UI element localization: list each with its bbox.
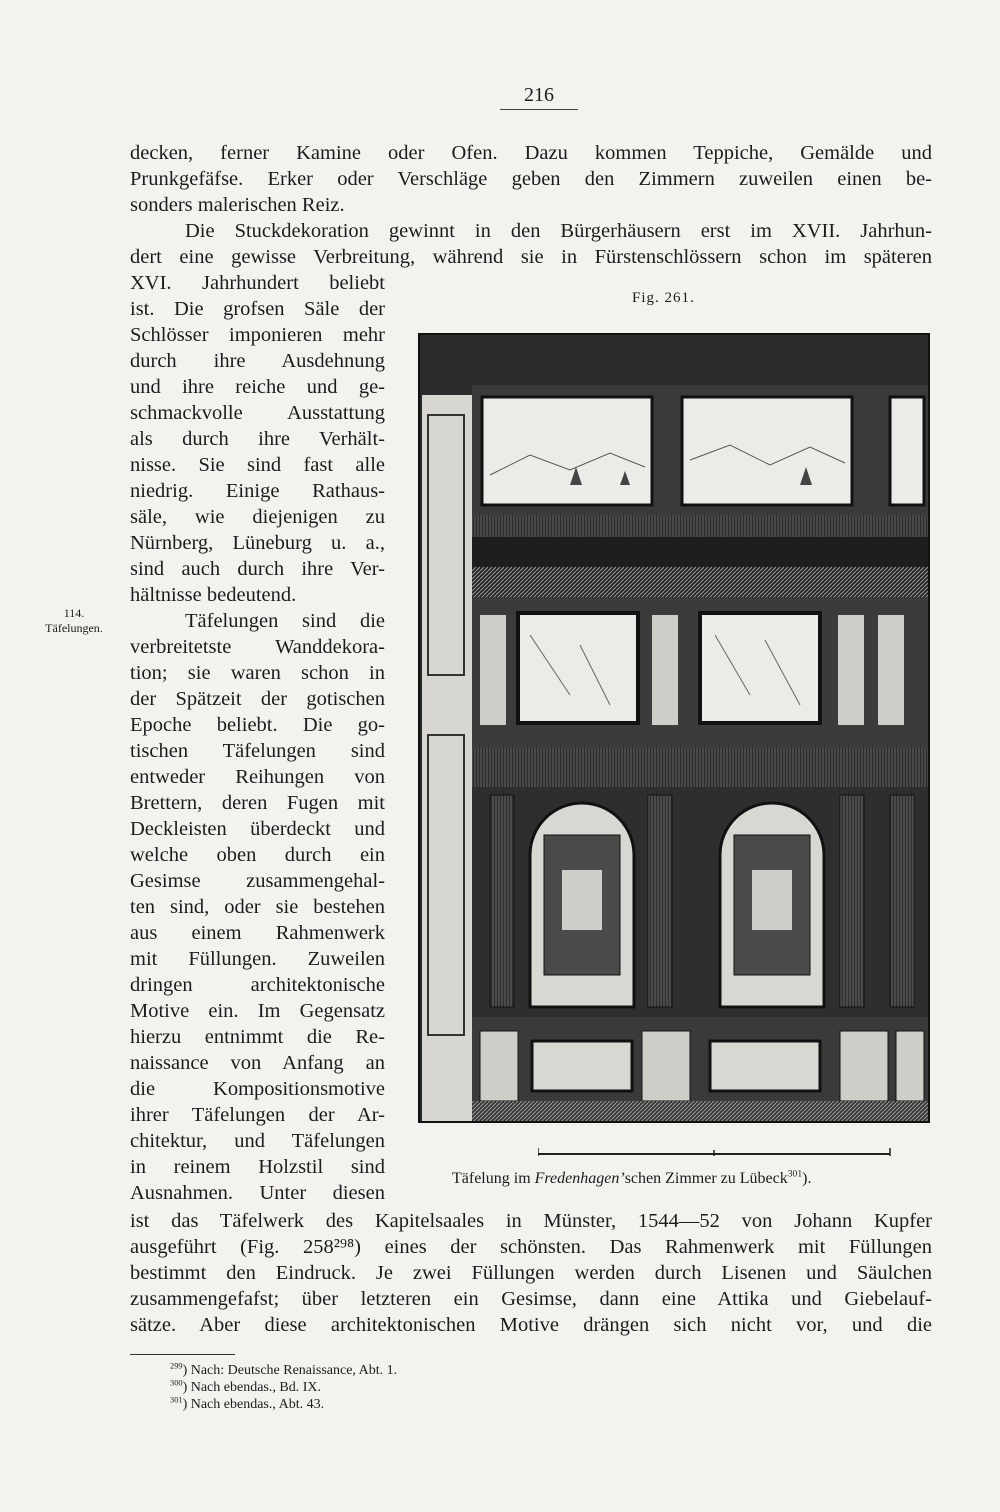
caption-text: ). (802, 1170, 812, 1187)
footnote-text: ) Nach ebendas., Bd. IX. (182, 1380, 321, 1395)
figure-caption (452, 1168, 922, 1190)
paragraph-taefelungen-column (130, 608, 385, 1206)
text-line: ihrer Täfelungen der Ar- (130, 1104, 385, 1126)
text-line: welche oben durch ein (130, 844, 385, 866)
text-line: sonders malerischen Reiz. (130, 194, 345, 216)
text-line: bestimmt den Eindruck. Je zwei Füllungen werden durch Lisenen und Säulchen (130, 1262, 932, 1284)
text-line: zusammengefafst; über letzteren ein Gesimse, dann eine Attika und Giebelauf- (130, 1288, 932, 1310)
text-line: Gesimse zusammengehal- (130, 870, 385, 892)
text-line: ausgeführt (Fig. 258²⁹⁸) eines der schönsten. Das Rahmenwerk mit Füllungen (130, 1236, 932, 1258)
footnote-text: ) Nach ebendas., Abt. 43. (182, 1397, 325, 1412)
page-number: 216 (500, 84, 578, 110)
scale-bar (538, 1144, 894, 1158)
caption-footnote-ref: 301 (787, 1168, 803, 1180)
margin-note-number: 114. (63, 606, 85, 620)
figure-label: Fig. 261. (632, 290, 695, 306)
caption-text: schen Zimmer zu Lübeck (624, 1170, 788, 1187)
figure-engraving (418, 333, 930, 1123)
text-line: niedrig. Einige Rathaus- (130, 480, 385, 502)
text-line: ist das Täfelwerk des Kapitelsaales in Münster, 1544—52 von Johann Kupfer (130, 1210, 932, 1232)
text-line: als durch ihre Verhält- (130, 428, 385, 450)
paragraph-top (130, 140, 932, 218)
text-line: sind auch durch ihre Ver- (130, 558, 385, 580)
text-line: in reinem Holzstil sind (130, 1156, 385, 1178)
wall-paneling-illustration (420, 335, 928, 1121)
text-line: Brettern, deren Fugen mit (130, 792, 385, 814)
footnote-number: 301 (170, 1395, 183, 1405)
text-line: Täfelungen sind die (185, 610, 385, 632)
text-line: dert eine gewisse Verbreitung, während sie in Fürstenschlössern schon im späteren (130, 246, 932, 268)
caption-name-italic: Fredenhagen’ (534, 1170, 625, 1187)
text-line: aus einem Rahmenwerk (130, 922, 385, 944)
text-line: schmackvolle Ausstattung (130, 402, 385, 424)
margin-note-label: Täfelungen. (45, 621, 103, 635)
text-line: Die Stuckdekoration gewinnt in den Bürgerhäusern erst im XVII. Jahrhun- (185, 220, 932, 242)
caption-text: Täfelung im (452, 1170, 535, 1187)
footnote-number: 299 (170, 1361, 183, 1371)
text-line: XVI. Jahrhundert beliebt (130, 272, 385, 294)
margin-note (28, 606, 120, 636)
text-line: Ausnahmen. Unter diesen (130, 1182, 385, 1204)
paragraph-stuckdekoration-column (130, 270, 385, 608)
text-line: Prunkgefäfse. Erker oder Verschläge geben den Zimmern zuweilen einen be- (130, 168, 932, 190)
footnote-rule (130, 1354, 235, 1355)
text-line: Schlösser imponieren mehr (130, 324, 385, 346)
footnote (170, 1379, 397, 1396)
paragraph-stuckdekoration (130, 218, 932, 270)
footnote (170, 1362, 397, 1379)
text-line: hierzu entnimmt die Re- (130, 1026, 385, 1048)
text-line: entweder Reihungen von (130, 766, 385, 788)
text-line: dringen architektonische (130, 974, 385, 996)
footnote-text: ) Nach: Deutsche Renaissance, Abt. 1. (182, 1363, 398, 1378)
text-line: verbreitetste Wanddekora- (130, 636, 385, 658)
text-line: chitektur, und Täfelungen (130, 1130, 385, 1152)
text-line: säle, wie diejenigen zu (130, 506, 385, 528)
text-line: mit Füllungen. Zuweilen (130, 948, 385, 970)
text-line: hältnisse bedeutend. (130, 584, 297, 606)
footnote (170, 1396, 397, 1413)
text-line: naissance von Anfang an (130, 1052, 385, 1074)
text-line: tischen Täfelungen sind (130, 740, 385, 762)
text-line: der Spätzeit der gotischen (130, 688, 385, 710)
text-line: durch ihre Ausdehnung (130, 350, 385, 372)
text-line: Motive ein. Im Gegensatz (130, 1000, 385, 1022)
text-line: ten sind, oder sie bestehen (130, 896, 385, 918)
text-line: sätze. Aber diese architektonischen Motive drängen sich nicht vor, und die (130, 1314, 932, 1336)
footnote-number: 300 (170, 1378, 183, 1388)
footnotes (170, 1362, 397, 1413)
text-line: Epoche beliebt. Die go- (130, 714, 385, 736)
paragraph-taefelungen-continued (130, 1208, 932, 1338)
text-line: die Kompositionsmotive (130, 1078, 385, 1100)
text-line: Deckleisten überdeckt und (130, 818, 385, 840)
text-line: tion; sie waren schon in (130, 662, 385, 684)
text-line: ist. Die grofsen Säle der (130, 298, 385, 320)
text-line: Nürnberg, Lüneburg u. a., (130, 532, 385, 554)
text-line: decken, ferner Kamine oder Ofen. Dazu kommen Teppiche, Gemälde und (130, 142, 932, 164)
text-line: und ihre reiche und ge- (130, 376, 385, 398)
text-line: nisse. Sie sind fast alle (130, 454, 385, 476)
